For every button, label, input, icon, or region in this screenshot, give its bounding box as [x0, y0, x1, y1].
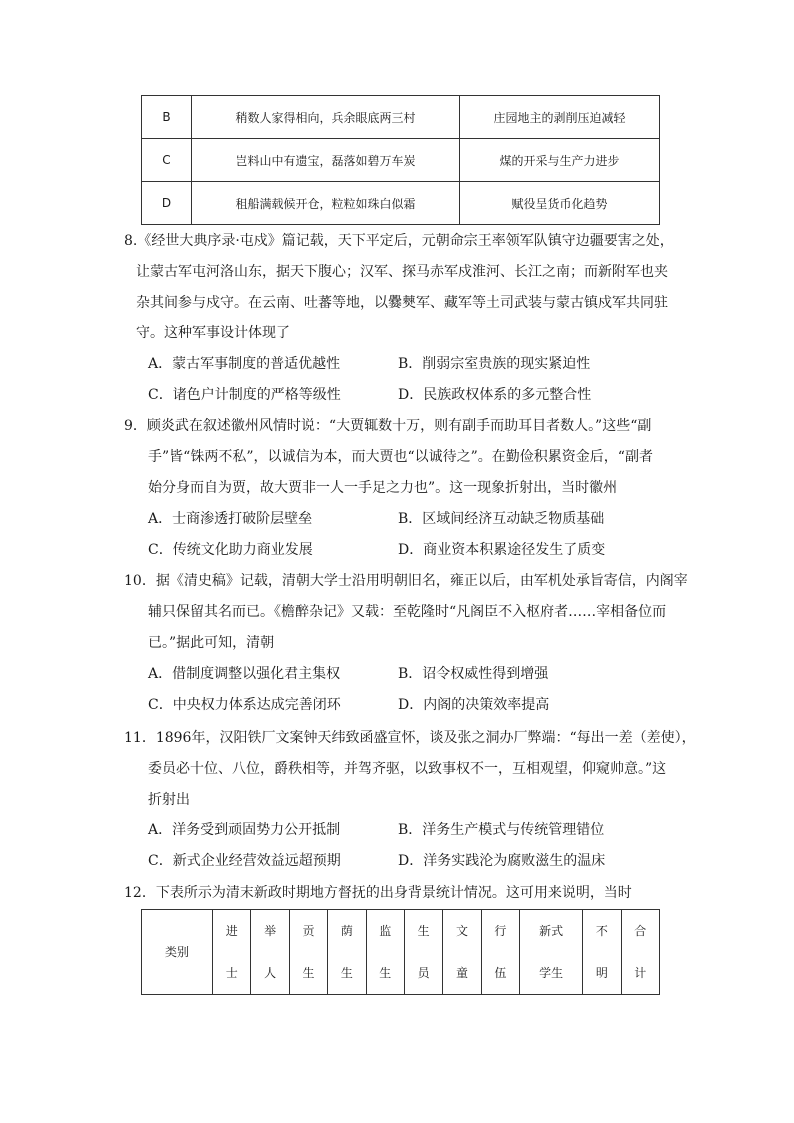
question-text: 委员必十位、八位，爵秩相等，并驾齐驱，以致事权不一，互相观望，仰窥帅意。”这: [148, 760, 667, 777]
option-letter: B: [142, 96, 192, 139]
question-text: 11．1896年，汉阳铁厂文案钟天纬致函盛宣怀，谈及张之洞办厂弊端：“每出一差（差使），: [124, 730, 696, 746]
question-text: 让蒙古军屯河洛山东，据天下腹心；汉军、探马赤军戍淮河、长江之南；而新附军也夹: [136, 263, 668, 280]
option-d[interactable]: D．民族政权体系的多元整合性: [398, 386, 592, 403]
conclusion-cell: 煤的开采与生产力进步: [460, 139, 660, 182]
table-row: [142, 139, 660, 182]
column-header: 荫 生: [328, 910, 366, 995]
column-header: 贡 生: [289, 910, 327, 995]
question-text: 已。”据此可知，清朝: [148, 634, 275, 651]
option-a[interactable]: A．洋务受到顽固势力公开抵制: [148, 822, 341, 838]
table-header-row: [142, 910, 660, 995]
option-a[interactable]: A．借制度调整以强化君主集权: [148, 666, 341, 682]
column-header: 合 计: [621, 910, 659, 995]
column-header: 举 人: [251, 910, 289, 995]
option-c[interactable]: C．新式企业经营效益远超预期: [148, 852, 341, 869]
table-row: [142, 182, 660, 225]
question-text: 杂其间参与戍守。在云南、吐蕃等地，以爨僰军、藏军等土司武装与蒙古镇戍军共同驻: [136, 294, 668, 311]
option-letter: D: [142, 182, 192, 225]
question-12: [124, 878, 664, 909]
material-cell: 稍数人家得相向，兵余眼底两三村: [192, 96, 460, 139]
option-d[interactable]: D．商业资本积累途径发生了质变: [398, 541, 606, 558]
option-d[interactable]: D．内阁的决策效率提高: [398, 696, 550, 713]
question-text: 8.《经世大典序录·屯戍》篇记载，天下平定后，元朝命宗王率领军队镇守边疆要害之处，: [124, 233, 674, 249]
option-letter: C: [142, 139, 192, 182]
option-b[interactable]: B．洋务生产模式与传统管理错位: [398, 822, 605, 838]
material-cell: 租船满载候开仓，粒粒如珠白似霜: [192, 182, 460, 225]
column-header: 监 生: [366, 910, 404, 995]
column-header: 新式 学生: [520, 910, 583, 995]
question-text: 12．下表所示为清末新政时期地方督抚的出身背景统计情况。这可用来说明，当时: [124, 885, 632, 901]
question-11: [124, 723, 696, 815]
options-table: [141, 95, 660, 225]
option-d[interactable]: D．洋务实践沦为腐败滋生的温床: [398, 852, 606, 869]
question-text: 辅只保留其名而已。《檐醉杂记》又载：至乾隆时“凡阁臣不入枢府者……宰相备位而: [148, 603, 667, 620]
question-text: 9．顾炎武在叙述徽州风情时说：“大贾辄数十万，则有副手而助耳目者数人。”这些“副: [124, 418, 652, 434]
column-header-category: 类别: [142, 910, 213, 995]
column-header: 文 童: [443, 910, 481, 995]
option-a[interactable]: A．蒙古军事制度的普适优越性: [148, 356, 341, 372]
question-8: [124, 226, 674, 349]
option-b[interactable]: B．区域间经济互动缺乏物质基础: [398, 511, 605, 527]
option-c[interactable]: C．中央权力体系达成完善闭环: [148, 696, 341, 713]
question-text: 10．据《清史稿》记载，清朝大学士沿用明朝旧名，雍正以后，由军机处承旨寄信，内阁宰: [124, 573, 688, 589]
option-c[interactable]: C．传统文化助力商业发展: [148, 541, 313, 558]
material-cell: 岂料山中有遗宝，磊落如碧万车炭: [192, 139, 460, 182]
column-header: 生 员: [404, 910, 442, 995]
column-header: 进 士: [213, 910, 251, 995]
question-text: 始分身而自为贾，故大贾非一人一手足之力也”。这一现象折射出，当时徽州: [148, 479, 618, 496]
question-9: [124, 411, 664, 503]
option-b[interactable]: B．诏令权威性得到增强: [398, 666, 549, 682]
governor-background-table: [141, 909, 660, 995]
question-10: [124, 566, 688, 658]
table-row: [142, 96, 660, 139]
option-a[interactable]: A．士商渗透打破阶层壁垒: [148, 511, 313, 527]
question-text: 手”皆“铢两不私”，以诚信为本，而大贾也“以诚待之”。在勤俭积累资金后，“副者: [148, 448, 653, 465]
column-header: 不 明: [583, 910, 621, 995]
option-b[interactable]: B．削弱宗室贵族的现实紧迫性: [398, 356, 591, 372]
question-text: 折射出: [148, 791, 190, 808]
conclusion-cell: 庄园地主的剥削压迫减轻: [460, 96, 660, 139]
option-c[interactable]: C．诸色户计制度的严格等级性: [148, 386, 341, 403]
column-header: 行 伍: [481, 910, 519, 995]
question-text: 守。这种军事设计体现了: [136, 325, 290, 342]
conclusion-cell: 赋役呈货币化趋势: [460, 182, 660, 225]
